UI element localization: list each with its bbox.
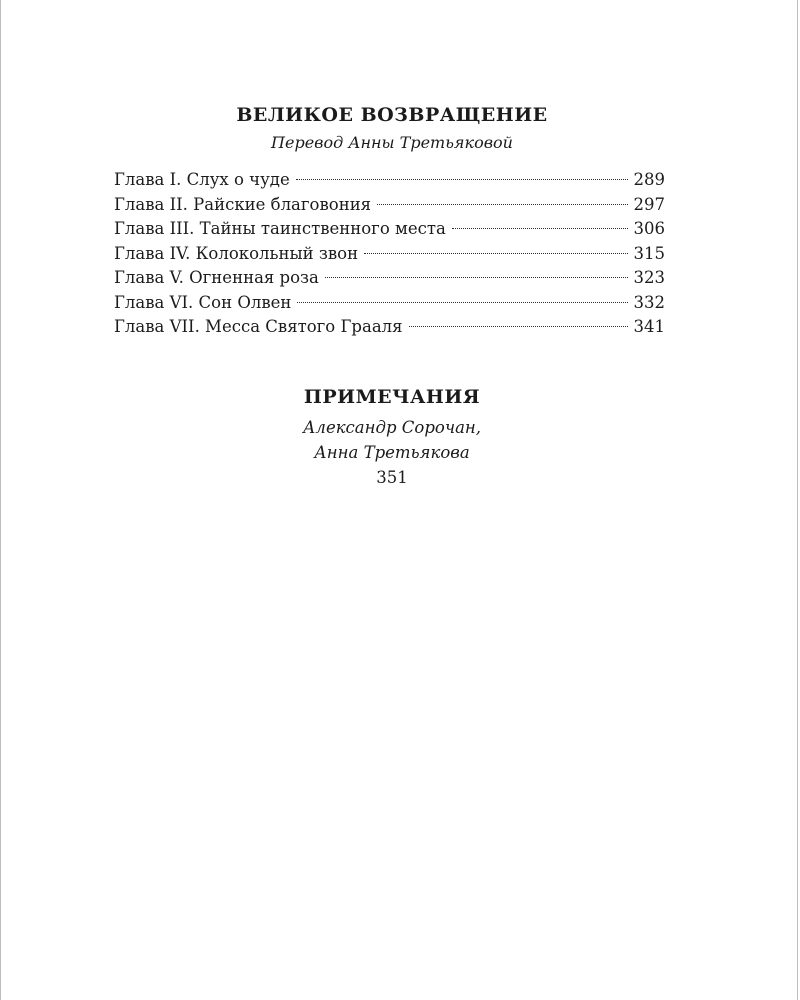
toc-entry-title: Глава VI. Сон Олвен [114,292,292,312]
toc-entry-page: 315 [633,243,665,263]
notes-author-line-2: Анна Третьякова [314,443,470,462]
toc-entry-title: Глава VII. Месса Святого Грааля [114,317,403,336]
toc-entry-page: 289 [633,170,665,189]
toc-entry-title: Глава II. Райские благовония [114,194,372,214]
toc-entry[interactable] [114,315,665,340]
dot-leader [452,228,628,229]
toc-entry-title: Глава I. Слух о чуде [114,170,290,189]
toc-entry-page: 341 [633,317,665,336]
toc-entry[interactable] [114,217,665,242]
toc-entry[interactable] [114,291,665,316]
toc-entry[interactable] [114,242,665,267]
toc-entry[interactable] [114,168,665,193]
section-title-notes: ПРИМЕЧАНИЯ [303,386,481,408]
toc-entry-title: Глава III. Тайны таинственного места [114,219,446,238]
dot-leader [297,302,627,303]
translator-credit: Перевод Анны Третьяковой [271,133,513,152]
toc-entry-page: 332 [633,292,665,312]
toc-entry-page: 297 [633,194,665,214]
toc-entry-title: Глава IV. Колокольный звон [114,243,359,263]
section-title-great-return: ВЕЛИКОЕ ВОЗВРАЩЕНИЕ [236,104,548,126]
toc-entry[interactable] [114,266,665,291]
dot-leader [377,204,627,205]
notes-author-line-1: Александр Сорочан, [302,418,482,437]
dot-leader [409,326,628,327]
notes-page-number[interactable]: 351 [376,468,408,487]
toc-entry[interactable] [114,193,665,218]
table-of-contents [114,168,665,340]
toc-entry-page: 323 [633,268,665,287]
toc-entry-title: Глава V. Огненная роза [114,268,319,287]
dot-leader [296,179,628,180]
dot-leader [325,277,628,278]
toc-entry-page: 306 [633,219,665,238]
dot-leader [364,253,627,254]
